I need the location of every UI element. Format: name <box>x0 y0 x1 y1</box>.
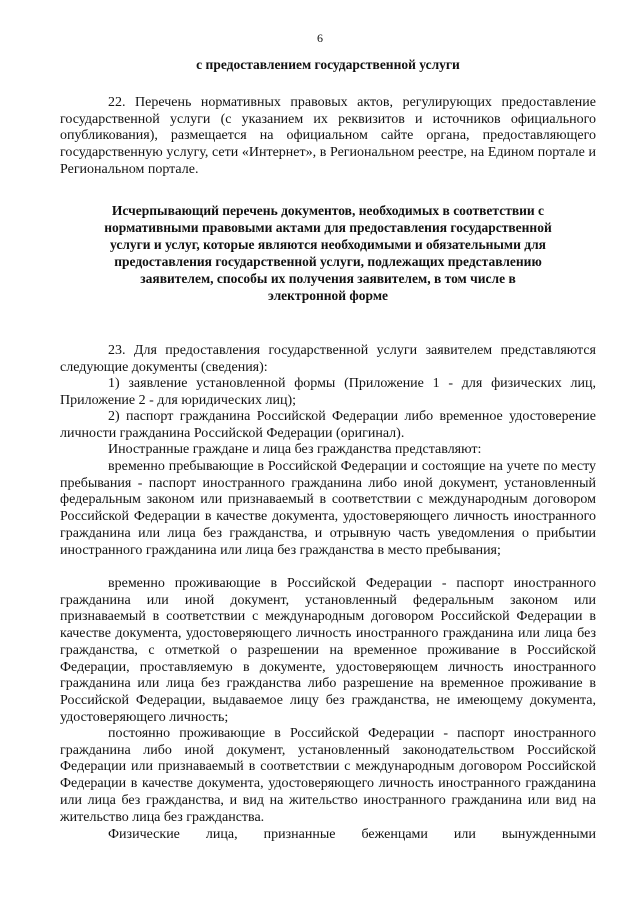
list-item-2: 2) паспорт гражданина Российской Федерации либо временное удостоверение личности гражданина Российской Федерации (оригинал). <box>60 409 596 441</box>
paragraph-22: 22. Перечень нормативных правовых актов, регулирующих предоставление государственной услуги (с указанием их реквизитов и источников официального опубликования), размещается на официальном сайте органа, предоставляющего государственную услугу, сети «Интернет», в Региональном реестре, на Едином портале и Региональном портале. <box>60 95 596 177</box>
temporary-residing-paragraph: временно проживающие в Российской Федерации - паспорт иностранного гражданина или иной документ, установленный федеральным законом или признаваемый в соответствии с международным договором Российской Федерации в качестве документа, удостоверяющего личность иностранного гражданина или лица без гражданства, с отметкой о разрешении на временное проживание в Российской Федерации, проставляемую в документе, удостоверяющем личность иностранного гражданина или лица без гражданства либо разрешение на временное проживание в Российской Федерации, выдаваемое лицу без гражданства, не имеющему документа, удостоверяющего личность; <box>60 576 596 725</box>
page-number: 6 <box>317 31 323 45</box>
temporary-staying-paragraph: временно пребывающие в Российской Федерации и состоящие на учете по месту пребывания - паспорт иностранного гражданина либо иной документ, установленный федеральным законом или признаваемый в соответствии с международным договором Российской Федерации в качестве документа, удостоверяющего личность иностранного гражданина или лица без гражданства, и отрывную часть уведомления о прибытии иностранного гражданина или лица без гражданства в место пребывания; <box>60 459 596 558</box>
section-continuation-heading: с предоставлением государственной услуги <box>196 57 460 72</box>
paragraph-23: 23. Для предоставления государственной услуги заявителем представляются следующие документы (сведения): <box>60 343 596 375</box>
permanent-residing-paragraph: постоянно проживающие в Российской Федерации - паспорт иностранного гражданина либо иной документ, установленный законодательством Российской Федерации или признаваемый в соответствии с международным договором Российской Федерации в качестве документа, удостоверяющего личность иностранного гражданина или лица без гражданства, и вид на жительство иностранного гражданина или вид на жительство лица без гражданства. <box>60 726 596 825</box>
section-heading-documents: Исчерпывающий перечень документов, необходимых в соответствии с нормативными правовыми актами для предоставления государственной услуги и услуг, которые являются необходимыми и обязательными для предоставления государственной услуги, подлежащих представлению заявителем, способы их получения заявителем, в том числе в электронной форме <box>104 203 552 303</box>
list-item-1: 1) заявление установленной формы (Приложение 1 - для физических лиц, Приложение 2 - для юридических лиц); <box>60 376 596 408</box>
refugees-paragraph-start: Физические лица, признанные беженцами или вынужденными <box>108 827 596 842</box>
foreigners-intro: Иностранные граждане и лица без гражданства представляют: <box>108 442 482 457</box>
